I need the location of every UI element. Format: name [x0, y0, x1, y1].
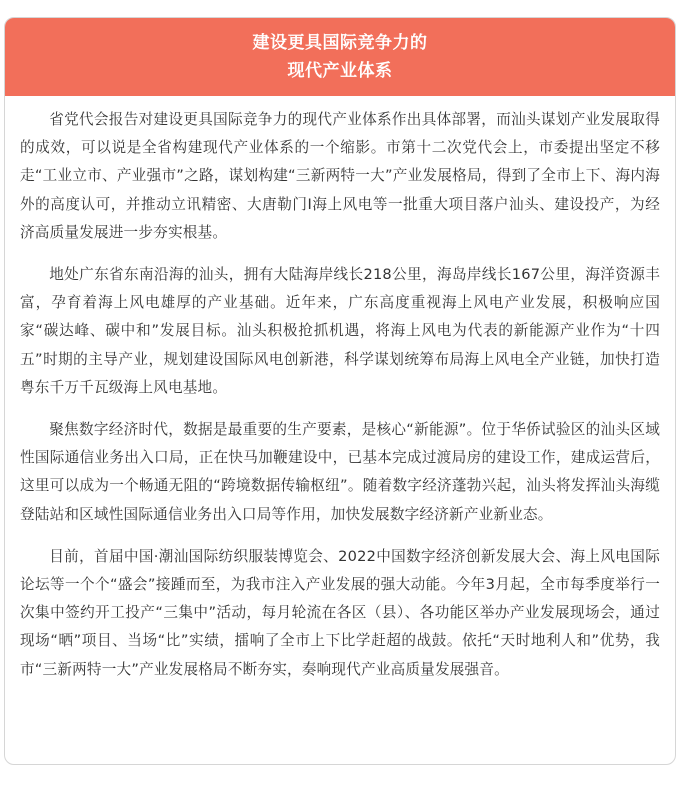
paragraph: 聚焦数字经济时代，数据是最重要的生产要素，是核心“新能源”。位于华侨试验区的汕头区域性国际通信业务出入口局，正在快马加鞭建设中，已基本完成过渡局房的建设工作，建成运营后，这里可以成为一个畅通无阻的“跨境数据传输枢纽”。随着数字经济蓬勃兴起，汕头将发挥汕头海缆登陆站和区域性国际通信业务出入口局等作用，加快发展数字经济新产业新业态。 [20, 421, 660, 523]
header-title-line-2: 现代产业体系 [287, 61, 393, 81]
paragraph: 目前，首届中国·潮汕国际纺织服装博览会、2022中国数字经济创新发展大会、海上风电国际论坛等一个个“盛会”接踵而至，为我市注入产业发展的强大动能。今年3月起，全市每季度举行一次集中签约开工投产“三集中”活动，每月轮流在各区（县）、各功能区举办产业发展现场会，通过现场“晒”项目、当场“比”实绩，擂响了全市上下比学赶超的战鼓。依托“天时地利人和”优势，我市“三新两特一大”产业发展格局不断夯实，奏响现代产业高质量发展强音。 [20, 547, 660, 678]
header-title-line-1: 建设更具国际竞争力的 [252, 33, 428, 53]
paragraph: 地处广东省东南沿海的汕头，拥有大陆海岸线长218公里，海岛岸线长167公里，海洋资源丰富，孕育着海上风电雄厚的产业基础。近年来，广东高度重视海上风电产业发展，积极响应国家“碳达峰、碳中和”发展目标。汕头积极抢抓机遇，将海上风电为代表的新能源产业作为“十四五”时期的主导产业，规划建设国际风电创新港，科学谋划统筹布局海上风电全产业链，加快打造粤东千万千瓦级海上风电基地。 [20, 266, 660, 396]
paragraph: 省党代会报告对建设更具国际竞争力的现代产业体系作出具体部署，而汕头谋划产业发展取得的成效，可以说是全省构建现代产业体系的一个缩影。市第十二次党代会上，市委提出坚定不移走“工业立市、产业强市”之路，谋划构建“三新两特一大”产业发展格局，得到了全市上下、海内海外的高度认可，并推动立讯精密、大唐勒门I海上风电等一批重大项目落户汕头、建设投产，为经济高质量发展进一步夯实根基。 [20, 111, 660, 241]
article-body [5, 96, 675, 684]
section-header [5, 18, 675, 96]
article-card [4, 17, 676, 765]
